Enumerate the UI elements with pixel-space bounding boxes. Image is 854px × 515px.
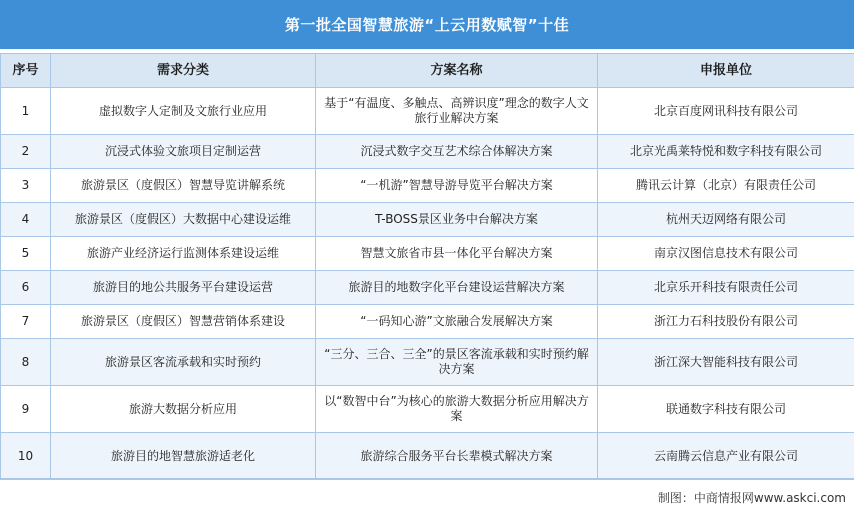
- cell-solution: 以“数智中台”为核心的旅游大数据分析应用解决方案: [316, 386, 598, 433]
- cell-unit: 北京光禹莱特悦和数字科技有限公司: [598, 135, 854, 169]
- cell-solution: 智慧文旅省市县一体化平台解决方案: [316, 237, 598, 271]
- cell-solution: “三分、三合、三全”的景区客流承载和实时预约解决方案: [316, 339, 598, 386]
- table-row: [1, 433, 854, 480]
- column-header-solution: 方案名称: [316, 54, 598, 88]
- cell-unit: 浙江深大智能科技有限公司: [598, 339, 854, 386]
- cell-no: 8: [1, 339, 51, 386]
- table-row: [1, 169, 854, 203]
- cell-no: 6: [1, 271, 51, 305]
- data-table: [0, 53, 854, 480]
- cell-category: 旅游目的地智慧旅游适老化: [51, 433, 316, 480]
- column-header-no: 序号: [1, 54, 51, 88]
- cell-category: 旅游景区客流承载和实时预约: [51, 339, 316, 386]
- cell-category: 旅游景区（度假区）智慧营销体系建设: [51, 305, 316, 339]
- cell-no: 1: [1, 88, 51, 135]
- source-credit: 制图：中商情报网www.askci.com: [657, 490, 846, 505]
- cell-no: 7: [1, 305, 51, 339]
- cell-no: 10: [1, 433, 51, 480]
- cell-solution: 旅游目的地数字化平台建设运营解决方案: [316, 271, 598, 305]
- column-header-unit: 申报单位: [598, 54, 854, 88]
- cell-no: 5: [1, 237, 51, 271]
- page-title: 第一批全国智慧旅游“上云用数赋智”十佳: [0, 0, 854, 49]
- cell-unit: 杭州天迈网络有限公司: [598, 203, 854, 237]
- cell-unit: 浙江力石科技股份有限公司: [598, 305, 854, 339]
- cell-unit: 北京乐开科技有限责任公司: [598, 271, 854, 305]
- cell-solution: 旅游综合服务平台长辈模式解决方案: [316, 433, 598, 480]
- cell-unit: 联通数字科技有限公司: [598, 386, 854, 433]
- cell-category: 旅游大数据分析应用: [51, 386, 316, 433]
- cell-solution: 沉浸式数字交互艺术综合体解决方案: [316, 135, 598, 169]
- cell-category: 虚拟数字人定制及文旅行业应用: [51, 88, 316, 135]
- cell-solution: T-BOSS景区业务中台解决方案: [316, 203, 598, 237]
- cell-category: 沉浸式体验文旅项目定制运营: [51, 135, 316, 169]
- source-footer: [0, 478, 854, 515]
- table-row: [1, 339, 854, 386]
- cell-unit: 腾讯云计算（北京）有限责任公司: [598, 169, 854, 203]
- cell-unit: 云南腾云信息产业有限公司: [598, 433, 854, 480]
- cell-solution: “一码知心游”文旅融合发展解决方案: [316, 305, 598, 339]
- cell-no: 9: [1, 386, 51, 433]
- header-row: [1, 54, 854, 88]
- cell-no: 2: [1, 135, 51, 169]
- cell-category: 旅游景区（度假区）智慧导览讲解系统: [51, 169, 316, 203]
- cell-solution: 基于“有温度、多触点、高辨识度”理念的数字人文旅行业解决方案: [316, 88, 598, 135]
- table-row: [1, 135, 854, 169]
- table-row: [1, 305, 854, 339]
- cell-solution: “一机游”智慧导游导览平台解决方案: [316, 169, 598, 203]
- cell-no: 4: [1, 203, 51, 237]
- column-header-category: 需求分类: [51, 54, 316, 88]
- table-row: [1, 237, 854, 271]
- cell-no: 3: [1, 169, 51, 203]
- cell-category: 旅游目的地公共服务平台建设运营: [51, 271, 316, 305]
- table-row: [1, 88, 854, 135]
- table-row: [1, 386, 854, 433]
- cell-unit: 南京汉图信息技术有限公司: [598, 237, 854, 271]
- cell-unit: 北京百度网讯科技有限公司: [598, 88, 854, 135]
- cell-category: 旅游产业经济运行监测体系建设运维: [51, 237, 316, 271]
- table-row: [1, 271, 854, 305]
- table-row: [1, 203, 854, 237]
- cell-category: 旅游景区（度假区）大数据中心建设运维: [51, 203, 316, 237]
